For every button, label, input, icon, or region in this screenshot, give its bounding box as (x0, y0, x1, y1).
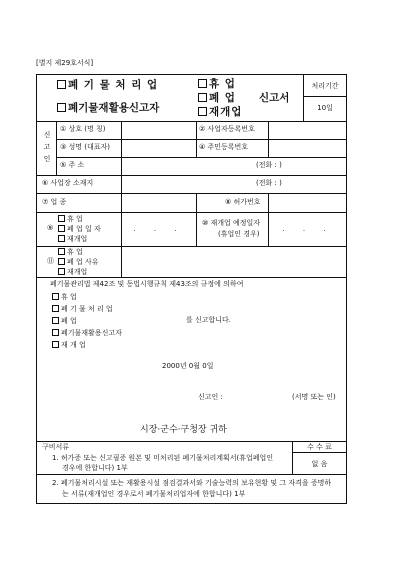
reopen-date-label: ⑩ 재개업 예정일자 (202, 219, 261, 227)
site-location-label: ⑥ 사업장 소재지 (42, 179, 94, 187)
checkbox-icon[interactable] (52, 329, 59, 336)
applicant-label: 신 고 인 (43, 131, 51, 163)
body-option-waste-recycling: 폐기물재활용신고자 (61, 329, 122, 337)
docs-item1-line1: 1. 허가증 또는 신고필증 원본 및 미처리된 폐기물처리계획서(휴업폐업인 (52, 454, 274, 462)
site-location-field[interactable] (122, 176, 252, 192)
report-text: 를 신고합니다. (186, 316, 232, 324)
row9-option-reopening: 재개업 (67, 235, 88, 243)
docs-item2-line2: 는 서류(재개업인 경우로서 폐기물처리업자에 한합니다) 1부 (62, 490, 246, 498)
checkbox-icon[interactable] (57, 103, 66, 112)
checkbox-icon[interactable] (52, 293, 59, 300)
checkbox-icon[interactable] (58, 248, 65, 255)
signer-sign[interactable]: (서명 또는 인) (292, 393, 336, 401)
docs-header: 구비서류 (42, 443, 70, 451)
row9-date-field[interactable]: . . . (133, 225, 185, 233)
permit-no-field[interactable] (269, 194, 345, 211)
title-suffix: 신고서 (259, 92, 290, 104)
declaration-intro: 폐기물관리법 제42조 및 동법시행규칙 제43조의 규정에 의하여 (50, 280, 244, 288)
row11-option-closure-reason: 폐 업 사유 (67, 258, 99, 266)
biz-reg-no-field[interactable] (269, 122, 345, 138)
row9-option-suspension: 휴 업 (67, 215, 83, 223)
company-name-field[interactable] (122, 122, 195, 138)
biz-reg-no-label: ② 사업자등록번호 (199, 125, 255, 133)
address-phone[interactable]: (전화 : ) (256, 161, 282, 169)
fee-value: 없 음 (311, 460, 328, 468)
title-waste-disposal: 폐 기 물 처 리 업 (68, 79, 159, 91)
row11-num: ⑪ (47, 257, 54, 265)
row9-option-closure-date: 폐 업 일 자 (67, 225, 101, 233)
checkbox-icon[interactable] (58, 235, 65, 242)
address-field[interactable] (122, 158, 252, 174)
title-reopening: 재개업 (209, 106, 243, 118)
checkbox-icon[interactable] (52, 317, 59, 324)
title-closure: 폐 업 (209, 92, 236, 104)
checkbox-icon[interactable] (57, 80, 66, 89)
checkbox-icon[interactable] (52, 305, 59, 312)
checkbox-icon[interactable] (58, 258, 65, 265)
permit-no-label: ⑧ 허가번호 (225, 198, 261, 206)
docs-item1-line2: 경우에 한합니다) 1부 (62, 464, 128, 472)
company-name-label: ① 상호 (명 칭) (60, 125, 106, 133)
recipient: 시장·군수·구청장 귀하 (140, 425, 227, 435)
row9-num: ⑨ (47, 224, 54, 232)
name-label: ③ 성명 (대표자) (60, 143, 110, 151)
signer-label: 신고인 : (198, 393, 223, 401)
row11-option-suspension: 휴 업 (67, 248, 83, 256)
reason-field[interactable] (122, 247, 345, 276)
row11-option-reopening: 재개업 (67, 268, 88, 276)
checkbox-icon[interactable] (52, 341, 59, 348)
resident-no-field[interactable] (269, 140, 345, 156)
site-phone[interactable]: (전화 : ) (256, 179, 282, 187)
address-label: ⑤ 주 소 (60, 161, 85, 169)
reopen-date-sublabel: (휴업인 경우) (218, 230, 260, 238)
business-type-field[interactable] (122, 194, 195, 211)
title-waste-recycling: 폐기물재활용신고자 (68, 102, 160, 114)
business-type-label: ⑦ 업 종 (42, 198, 67, 206)
form-label: [별지 제29호서식] (36, 59, 94, 67)
checkbox-icon[interactable] (198, 93, 207, 102)
checkbox-icon[interactable] (198, 79, 207, 88)
name-field[interactable] (122, 140, 195, 156)
checkbox-icon[interactable] (58, 268, 65, 275)
fee-label: 수 수 료 (307, 443, 332, 451)
body-option-suspension: 휴 업 (61, 293, 77, 301)
processing-value: 10일 (317, 104, 333, 112)
checkbox-icon[interactable] (58, 215, 65, 222)
title-suspension: 휴 업 (209, 78, 236, 90)
signer-field[interactable] (226, 390, 286, 402)
processing-label: 처리기간 (311, 82, 339, 90)
checkbox-icon[interactable] (198, 107, 207, 116)
resident-no-label: ④ 주민등록번호 (199, 143, 249, 151)
docs-item2-line1: 2. 폐기물처리시설 또는 재활용시설 점검결과서와 기술능력의 보유현황 및 그 자격을 증명하 (52, 479, 332, 487)
reopen-date-field[interactable]: . . . (282, 225, 334, 233)
body-option-waste-disposal: 폐 기 물 처 리 업 (61, 305, 113, 313)
body-option-closure: 폐 업 (61, 317, 77, 325)
body-option-reopening: 재 개 업 (61, 341, 86, 349)
checkbox-icon[interactable] (58, 225, 65, 232)
declaration-date[interactable]: 2000년 0월 0일 (162, 362, 214, 370)
